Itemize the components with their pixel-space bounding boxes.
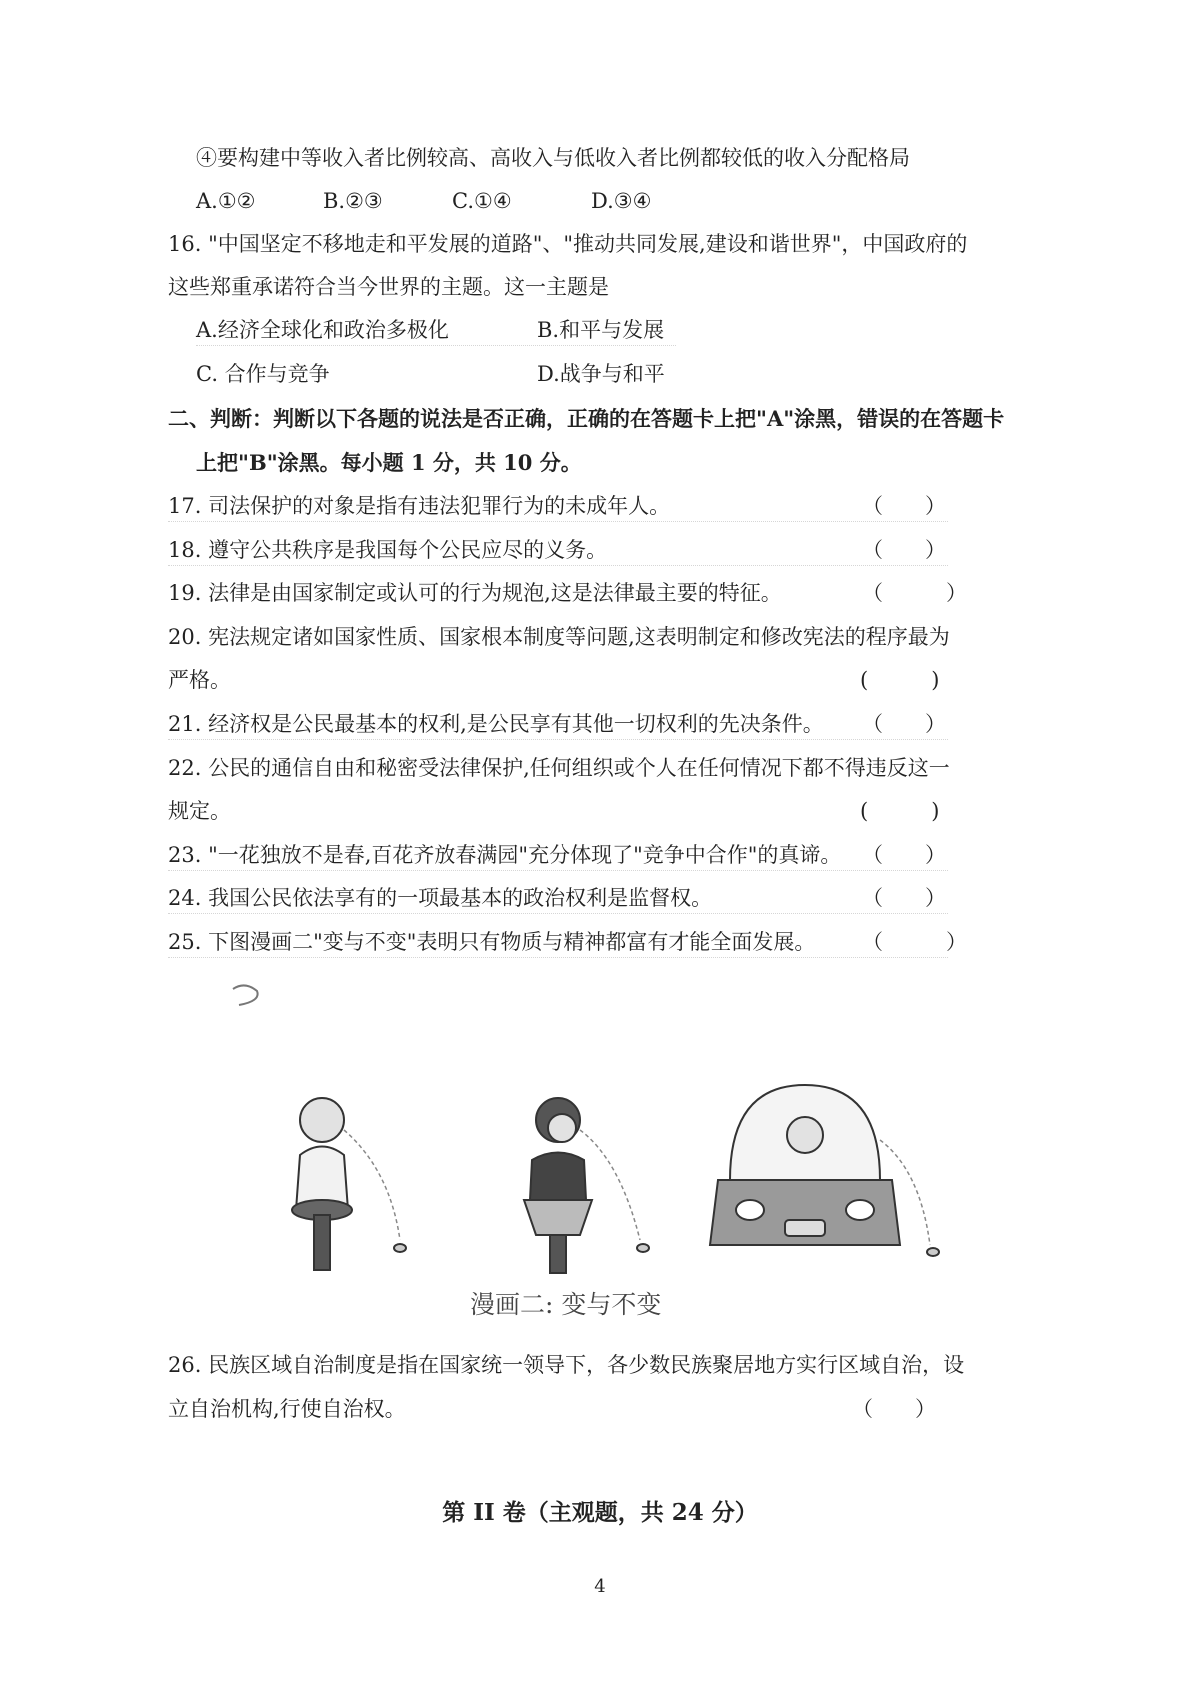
q19-text: 19. 法律是由国家制定或认可的行为规泡,这是法律最主要的特征。 (168, 581, 782, 605)
q15-choice-b: B.②③ (323, 189, 383, 213)
q16-line-2: 这些郑重承诺符合当今世界的主题。这一主题是 (168, 275, 609, 299)
q15-choice-a: A.①② (196, 189, 256, 213)
q26-answer-paren: （ ） (852, 1397, 936, 1421)
part-2-title: 第 II 卷（主观题，共 24 分） (442, 1499, 758, 1526)
cyclist-figure (292, 1098, 406, 1270)
q24-answer-paren: （ ） (862, 886, 946, 910)
dotted-rule (168, 521, 948, 522)
q26-line-2: 立自治机构,行使自治权。 (168, 1397, 406, 1421)
scribble-mark (225, 975, 275, 1015)
q16-line-1: 16. "中国坚定不移地走和平发展的道路"、"推动共同发展,建设和谐世界"，中国政府的 (168, 232, 968, 256)
q21-text: 21. 经济权是公民最基本的权利,是公民享有其他一切权利的先决条件。 (168, 712, 824, 736)
q15-choice-c: C.①④ (452, 189, 512, 213)
q16-choice-c: C. 合作与竞争 (196, 362, 330, 386)
q18-answer-paren: （ ） (862, 538, 946, 562)
q18-text: 18. 遵守公共秩序是我国每个公民应尽的义务。 (168, 538, 608, 562)
dotted-rule (168, 957, 948, 958)
section-2-heading-line-1: 二、判断：判断以下各题的说法是否正确，正确的在答题卡上把"A"涂黑，错误的在答题卡 (168, 406, 1005, 431)
q23-text: 23. "一花独放不是春,百花齐放春满园"充分体现了"竞争中合作"的真谛。 (168, 843, 842, 867)
scooter-rider-figure (524, 1098, 649, 1273)
q20-continuation: 严格。 (168, 668, 231, 692)
q23-answer-paren: （ ） (862, 843, 946, 867)
q17-text: 17. 司法保护的对象是指有违法犯罪行为的未成年人。 (168, 494, 671, 518)
dotted-rule (168, 565, 948, 566)
car-driver-figure (710, 1085, 939, 1256)
dotted-rule (168, 870, 948, 871)
dotted-rule (196, 345, 676, 346)
q22-continuation: 规定。 (168, 799, 231, 823)
q17-answer-paren: （ ） (862, 494, 946, 518)
q21-answer-paren: （ ） (862, 712, 946, 736)
q22-text: 22. 公民的通信自由和秘密受法律保护,任何组织或个人在任何情况下都不得违反这一 (168, 756, 950, 780)
section-2-heading-line-2: 上把"B"涂黑。每小题 1 分，共 10 分。 (196, 450, 582, 475)
dotted-rule (168, 913, 948, 914)
q15-option-4: ④要构建中等收入者比例较高、高收入与低收入者比例都较低的收入分配格局 (196, 146, 910, 170)
q16-choice-b: B.和平与发展 (537, 318, 665, 342)
q25-text: 25. 下图漫画二"变与不变"表明只有物质与精神都富有才能全面发展。 (168, 930, 816, 954)
cartoon-caption: 漫画二: 变与不变 (470, 1290, 662, 1319)
q26-line-1: 26. 民族区域自治制度是指在国家统一领导下，各少数民族聚居地方实行区域自治，设 (168, 1353, 965, 1377)
dotted-rule (168, 739, 948, 740)
q22-answer-paren: ( ) (860, 799, 940, 823)
cartoon-illustration (240, 1060, 980, 1275)
q24-text: 24. 我国公民依法享有的一项最基本的政治权利是监督权。 (168, 886, 713, 910)
q20-answer-paren: ( ) (860, 668, 940, 692)
q19-answer-paren: （ ） (862, 581, 967, 605)
q16-choice-a: A.经济全球化和政治多极化 (196, 318, 449, 342)
q16-choice-d: D.战争与和平 (537, 362, 665, 386)
q15-choice-d: D.③④ (591, 189, 652, 213)
q25-answer-paren: （ ） (862, 930, 967, 954)
q20-text: 20. 宪法规定诸如国家性质、国家根本制度等问题,这表明制定和修改宪法的程序最为 (168, 625, 950, 649)
page-number: 4 (594, 1576, 606, 1597)
